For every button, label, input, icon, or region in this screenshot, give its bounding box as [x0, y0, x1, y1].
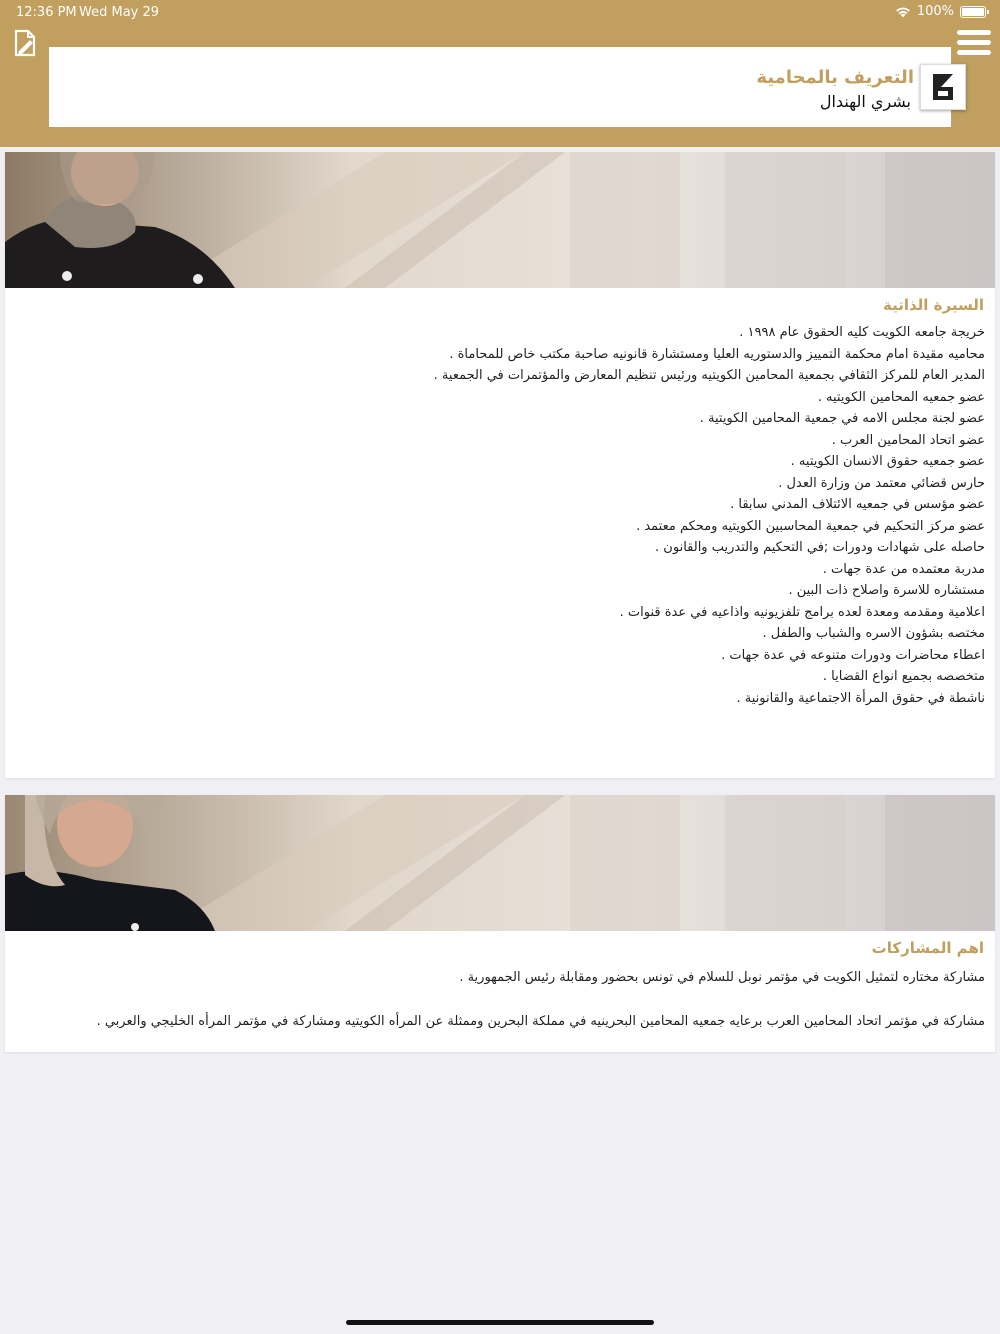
wifi-icon: [895, 6, 911, 18]
status-bar: [0, 0, 1000, 24]
list-item: عضو جمعيه المحامين الكويتيه .: [817, 389, 985, 405]
lawyer-name: بشري الهندال: [819, 92, 911, 111]
list-item: مختصه بشؤون الاسره والشباب والطفل .: [762, 626, 985, 641]
list-item: عضو جمعيه حقوق الانسان الكويتيه .: [790, 454, 985, 469]
status-indicators: [895, 4, 986, 19]
list-item: حارس قضائي معتمد من وزارة العدل .: [778, 475, 985, 491]
participations-section-title: اهم المشاركات: [871, 939, 984, 957]
list-item: عضو لجنة مجلس الامه في جمعية المحامين الكويتية .: [699, 411, 985, 426]
participations-banner-image: [5, 795, 995, 931]
list-item: مشاركة مختاره لتمثيل الكويت في مؤتمر نوبل للسلام في تونس بحضور ومقابلة رئيس الجمهورية .: [459, 970, 985, 985]
bio-card: [5, 152, 995, 778]
hamburger-menu-icon[interactable]: [957, 30, 991, 58]
list-item: مستشاره للاسرة واصلاح ذات البين .: [788, 583, 985, 598]
list-item: اعطاء محاضرات ودورات متنوعه في عدة جهات .: [721, 647, 985, 663]
bio-section-title: السيرة الذاتية: [882, 296, 984, 314]
page-title: التعريف بالمحامية: [756, 67, 914, 88]
status-date: Wed May 29: [79, 5, 160, 20]
title-card: [49, 47, 951, 127]
list-item: المدير العام للمركز الثقافي بجمعية المحامين الكويتيه ورئيس تنظيم المعارض والمؤتمرات في الجمعية .: [433, 368, 985, 383]
list-item: عضو مؤسس في جمعيه الائتلاف المدني سابقا .: [730, 497, 985, 512]
lawyer-logo-icon: [920, 64, 966, 110]
bio-list: [25, 322, 985, 709]
list-item: مشاركة في مؤتمر اتحاد المحامين العرب برعايه جمعيه المحامين البحرينيه في مملكة البحرين وممثلة عن المرأه الكويتيه ومشاركة في مؤتمر المرأه الخليجي والعربي .: [96, 1014, 985, 1029]
list-item: مدربة معتمده من عدة جهات .: [822, 561, 985, 577]
list-item: عضو مركز التحكيم في جمعية المحاسبين الكويتيه ومحكم معتمد .: [636, 518, 985, 534]
battery-icon: [960, 6, 986, 18]
home-indicator[interactable]: [346, 1320, 654, 1325]
list-item: متخصصه بجميع انواع القضايا .: [822, 669, 985, 684]
participations-card: [5, 795, 995, 1052]
edit-document-icon[interactable]: [10, 28, 42, 60]
list-item: اعلامية ومقدمه ومعدة لعده برامج تلفزيونيه واذاعيه في عدة قنوات .: [619, 604, 985, 620]
list-item: حاصله على شهادات ودورات ;في التحكيم والتدريب والقانون .: [655, 540, 985, 555]
list-item: خريجة جامعه الكويت كليه الحقوق عام ١٩٩٨ .: [739, 325, 985, 340]
app-header: [0, 0, 1000, 147]
list-item: ناشطة في حقوق المرأة الاجتماعية والقانونية .: [736, 690, 985, 706]
list-item: عضو اتحاد المحامين العرب .: [831, 432, 985, 448]
bio-banner-image: [5, 152, 995, 288]
list-item: محاميه مقيدة امام محكمة التمييز والدستوريه العليا ومستشارة قانونيه صاحبة مكتب خاص للمحاماة .: [449, 346, 985, 362]
participations-list: [25, 967, 985, 1055]
status-time: 12:36 PM: [16, 5, 77, 20]
battery-percent: 100%: [916, 4, 954, 19]
